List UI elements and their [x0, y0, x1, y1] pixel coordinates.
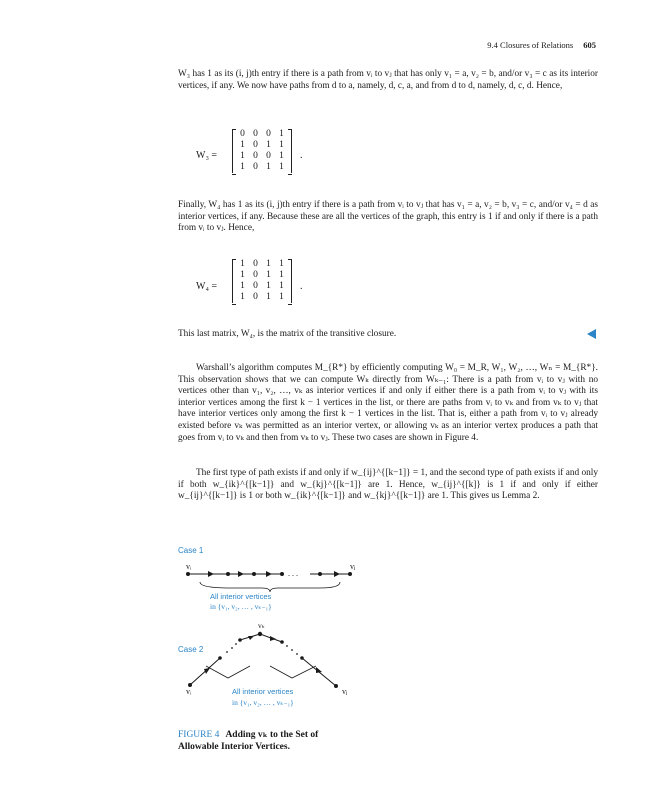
matrix-w3	[232, 129, 292, 173]
arrow-icon	[204, 668, 210, 674]
period: .	[300, 150, 303, 161]
arrow-icon	[266, 571, 272, 577]
case2-dots	[188, 632, 338, 688]
period: .	[300, 281, 303, 292]
vertex	[238, 638, 242, 642]
arrow-icon	[270, 636, 276, 641]
running-header	[487, 40, 596, 50]
figure-caption	[178, 729, 318, 753]
matrix-row: 1 0 1 1	[240, 140, 284, 150]
case2-path	[190, 634, 336, 686]
matrix-row: 1 0 1 1	[240, 270, 284, 280]
figure-4-diagram	[170, 540, 420, 725]
case1-vj-label: vⱼ	[350, 562, 356, 571]
vertex-vi	[188, 683, 192, 687]
vertex	[280, 640, 284, 644]
vertex	[218, 656, 222, 660]
vertex	[318, 572, 322, 576]
arrow-icon	[334, 571, 340, 577]
case2-interior-line2: in {v₁, v₂, … , vₖ₋₁}	[232, 698, 294, 707]
case1-brace	[200, 582, 340, 592]
vertex-vj	[348, 572, 352, 576]
case2-vj-label: vⱼ	[342, 687, 348, 696]
case1-interior-line2: in {v₁, v₂, … , vₖ₋₁}	[210, 602, 272, 611]
case1-vi-label: vᵢ	[186, 562, 192, 571]
arrow-icon	[238, 571, 244, 577]
paragraph-transitive-closure: This last matrix, W₄, is the matrix of the transitive closure.	[178, 329, 397, 339]
matrix-w4	[232, 259, 292, 303]
end-of-example-icon	[587, 329, 596, 339]
page-number: 605	[583, 40, 596, 50]
matrix-row: 1 0 1 1	[240, 259, 284, 269]
paragraph-w4-intro: Finally, W₄ has 1 as its (i, j)th entry if there is a path from vᵢ to vⱼ that has v₁ = a, v₂ = b, v₃ = c, and/or v₄ = d as interior vertices, if any. Because these are all the vertices of the graph, this entry is 1 if and only if there is a path from vᵢ to vⱼ. Hence,	[178, 200, 598, 234]
vertex	[252, 572, 256, 576]
vertex	[280, 572, 284, 576]
vertex	[300, 656, 304, 660]
vertex	[226, 572, 230, 576]
paragraph-warshall: Warshall’s algorithm computes M_{R*} by efficiently computing W₀ = M_R, W₁, W₂, …, Wₙ = M_{R*}. This observation shows that we can compute Wₖ directly from Wₖ₋₁: There is a path from vᵢ to vⱼ with no vertices other than v₁, v₂, …, vₖ as interior vertices if and only if either there is a path from vᵢ to vⱼ with its interior vertices among the first k − 1 vertices in the list, or there are paths from vᵢ to vₖ and from vₖ to vⱼ that have interior vertices only among the first k − 1 vertices in the list. That is, either a path from vᵢ to vⱼ already existed before vₖ was permitted as an interior vertex, or allowing vₖ as an interior vertex produces a path that goes from vᵢ to vₖ and then from vₖ to vⱼ. These two cases are shown in Figure 4.	[178, 363, 598, 443]
section-title: 9.4 Closures of Relations	[487, 40, 574, 50]
case2-vi-label: vᵢ	[186, 687, 192, 696]
vertex-vj	[334, 684, 338, 688]
matrix-row: 0 0 0 1	[240, 129, 284, 139]
w3-label: W₃ =	[196, 150, 218, 161]
figure-number: FIGURE 4	[178, 730, 220, 740]
matrix-row: 1 0 1 1	[240, 281, 284, 291]
caption-line1: Adding vₖ to the Set of	[225, 730, 319, 740]
case1-label: Case 1	[178, 546, 204, 555]
paragraph-lemma: The first type of path exists if and only if w_{ij}^{[k−1]} = 1, and the second type of path exists if and only if both w_{ik}^{[k−1]} and w_{kj}^{[k−1]} are 1. Hence, w_{ij}^{[k]} is 1 if and only if either w_{ij}^{[k−1]} is 1 or both w_{ik}^{[k−1]} and w_{kj}^{[k−1]} are 1. This gives us Lemma 2.	[178, 468, 598, 502]
matrix-row: 1 0 1 1	[240, 162, 284, 172]
case2-interior-line1: All interior vertices	[232, 687, 294, 696]
vertex-vk	[258, 632, 262, 636]
matrix-row: 1 0 1 1	[240, 292, 284, 302]
arrow-icon	[316, 667, 322, 673]
vertex-vi	[186, 572, 190, 576]
case2-vk-label: vₖ	[258, 621, 265, 630]
case2-braces	[206, 666, 316, 678]
caption-line2: Allowable Interior Vertices.	[178, 742, 290, 752]
case1-ellipsis: . . .	[288, 569, 298, 578]
paragraph-w3-intro: W₃ has 1 as its (i, j)th entry if there is a path from vᵢ to vⱼ that has only v₁ = a, v₂ = b, and/or v₃ = c as its interior vertices, if any. We now have paths from d to a, namely, d, c, a, and from d to d, namely, d, c, d. Hence,	[178, 69, 598, 91]
matrix-row: 1 0 0 1	[240, 151, 284, 161]
arrow-icon	[248, 636, 254, 640]
arrow-icon	[208, 571, 214, 577]
case1-interior-line1: All interior vertices	[210, 592, 272, 601]
w4-label: W₄ =	[196, 281, 218, 292]
case2-label: Case 2	[178, 645, 204, 654]
